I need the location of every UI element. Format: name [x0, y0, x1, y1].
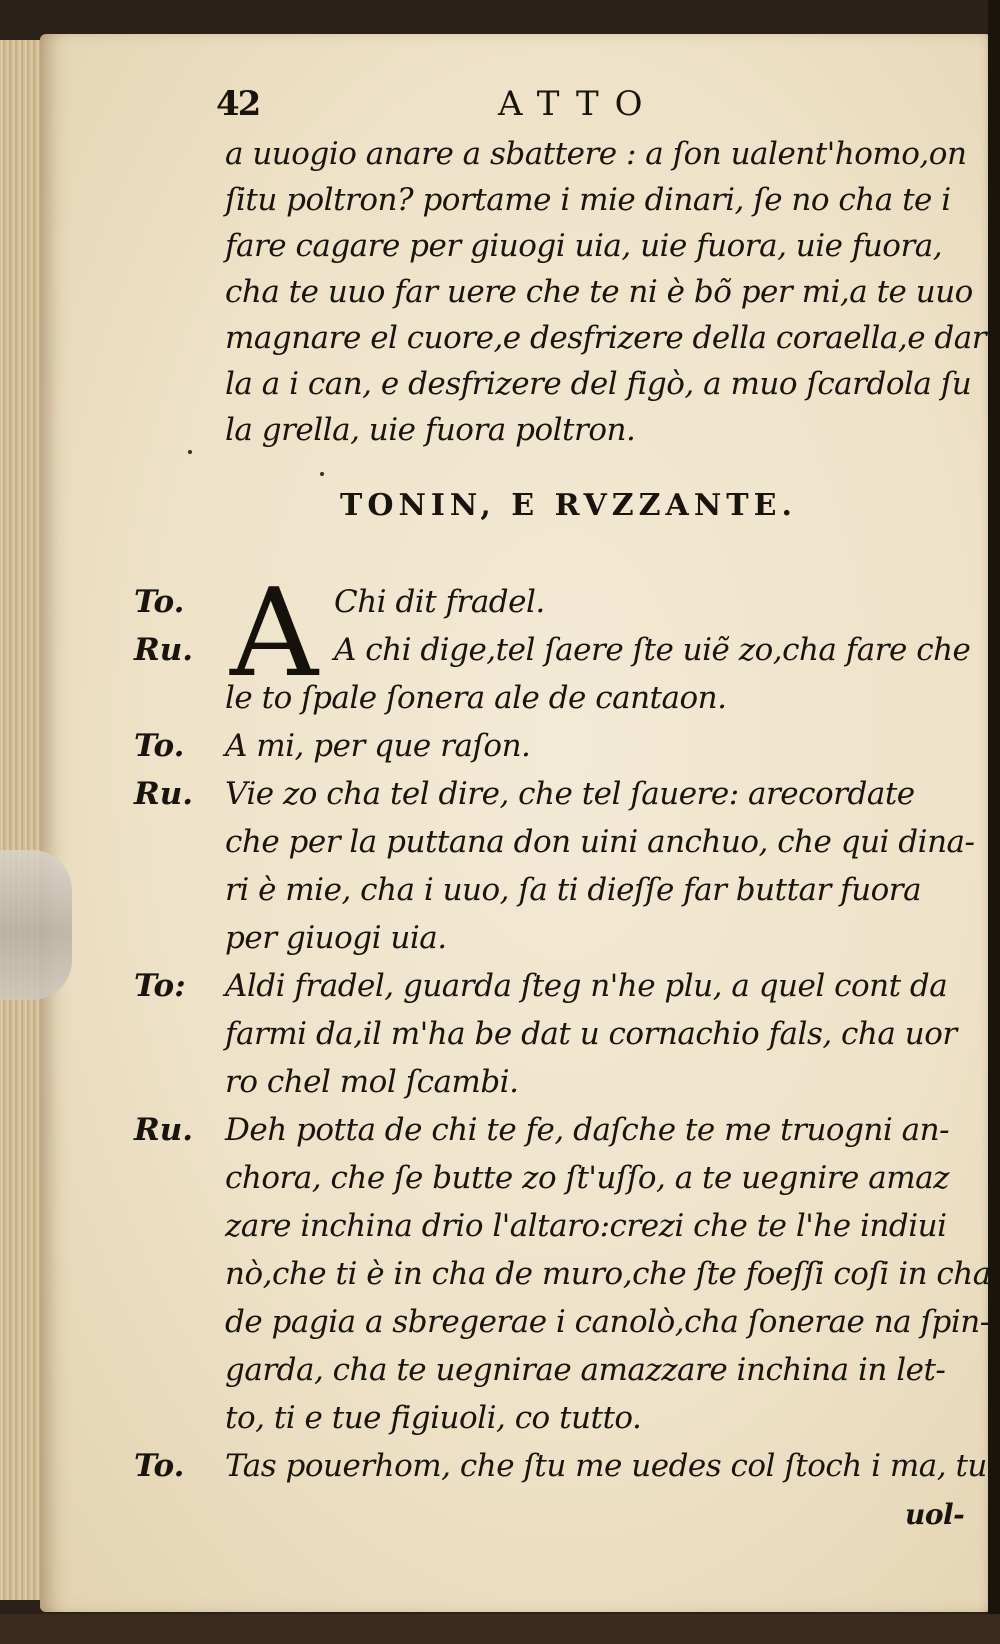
text-line: cha te uuo far uere che te ni è bõ per mi,a te uuo — [225, 274, 973, 310]
catchword: uol- — [905, 1498, 965, 1531]
text-line: la a i can, e desfrizere del figò, a muo ſcardola ſu — [225, 366, 972, 402]
dialogue-line: garda, cha te uegnirae amazzare inchina in let- — [225, 1352, 946, 1388]
speaker-label: To: — [134, 968, 186, 1004]
dialogue-line: de pagia a sbregerae i canolò,cha ſonerae na ſpin- — [225, 1304, 990, 1340]
text-line: fare cagare per giuogi uia, uie fuora, uie fuora, — [225, 228, 943, 264]
dialogue-line: A mi, per que raſon. — [225, 728, 531, 764]
dialogue-line: zare inchina drio l'altaro:crezi che te l'he indiui — [225, 1208, 947, 1244]
text-line: a uuogio anare a sbattere : a ſon ualent'homo,on — [225, 136, 967, 172]
speaker-label: To. — [134, 584, 185, 620]
dialogue-line: chora, che ſe butte zo ſt'uſſo, a te uegnire amaz — [225, 1160, 949, 1196]
dialogue-line: che per la puttana don uini anchuo, che qui dina- — [225, 824, 975, 860]
speaker-label: To. — [134, 728, 185, 764]
dialogue-line: Tas pouerhom, che ſtu me uedes col ſtoch i ma, tu — [225, 1448, 987, 1484]
dialogue-line: ri è mie, cha i uuo, ſa ti dieſſe far buttar fuora — [225, 872, 922, 908]
dialogue-line: Deh potta de chi te fe, daſche te me truogni an- — [225, 1112, 950, 1148]
speaker-label: Ru. — [134, 632, 194, 668]
ink-speck — [320, 472, 324, 476]
running-head: ATTO — [498, 84, 659, 124]
speaker-label: Ru. — [134, 776, 194, 812]
dialogue-line: Aldi fradel, guarda ſteg n'he plu, a quel cont da — [225, 968, 948, 1004]
dialogue-line: Chi dit fradel. — [334, 584, 545, 620]
dialogue-line: to, ti e tue figiuoli, co tutto. — [225, 1400, 642, 1436]
page-clip — [0, 850, 72, 1000]
dialogue-line: le to ſpale ſonera ale de cantaon. — [225, 680, 727, 716]
dialogue-line: farmi da,il m'ha be dat u cornachio fals, cha uor — [225, 1016, 957, 1052]
dialogue-line: per giuogi uia. — [225, 920, 447, 956]
text-line: magnare el cuore,e desfrizere della coraella,e dar — [225, 320, 987, 356]
speaker-label: Ru. — [134, 1112, 194, 1148]
speaker-label: To. — [134, 1448, 185, 1484]
page-number: 42 — [216, 84, 260, 124]
bottom-shadow — [0, 1614, 1000, 1644]
binding-shadow — [988, 0, 1000, 1644]
dialogue-line: ro chel mol ſcambi. — [225, 1064, 519, 1100]
dialogue-line: nò,che ti è in cha de muro,che ſte foeſſi coſi in cha — [225, 1256, 991, 1292]
drop-cap: A — [230, 562, 319, 704]
ink-speck — [188, 450, 192, 454]
scene-heading: TONIN, E RVZZANTE. — [340, 488, 797, 523]
dialogue-line: Vie zo cha tel dire, che tel ſauere: arecordate — [225, 776, 915, 812]
text-line: ſitu poltron? portame i mie dinari, ſe no cha te i — [225, 182, 951, 218]
dialogue-line: A chi dige,tel ſaere ſte uiẽ zo,cha fare che — [334, 632, 971, 668]
text-line: la grella, uie fuora poltron. — [225, 412, 636, 448]
